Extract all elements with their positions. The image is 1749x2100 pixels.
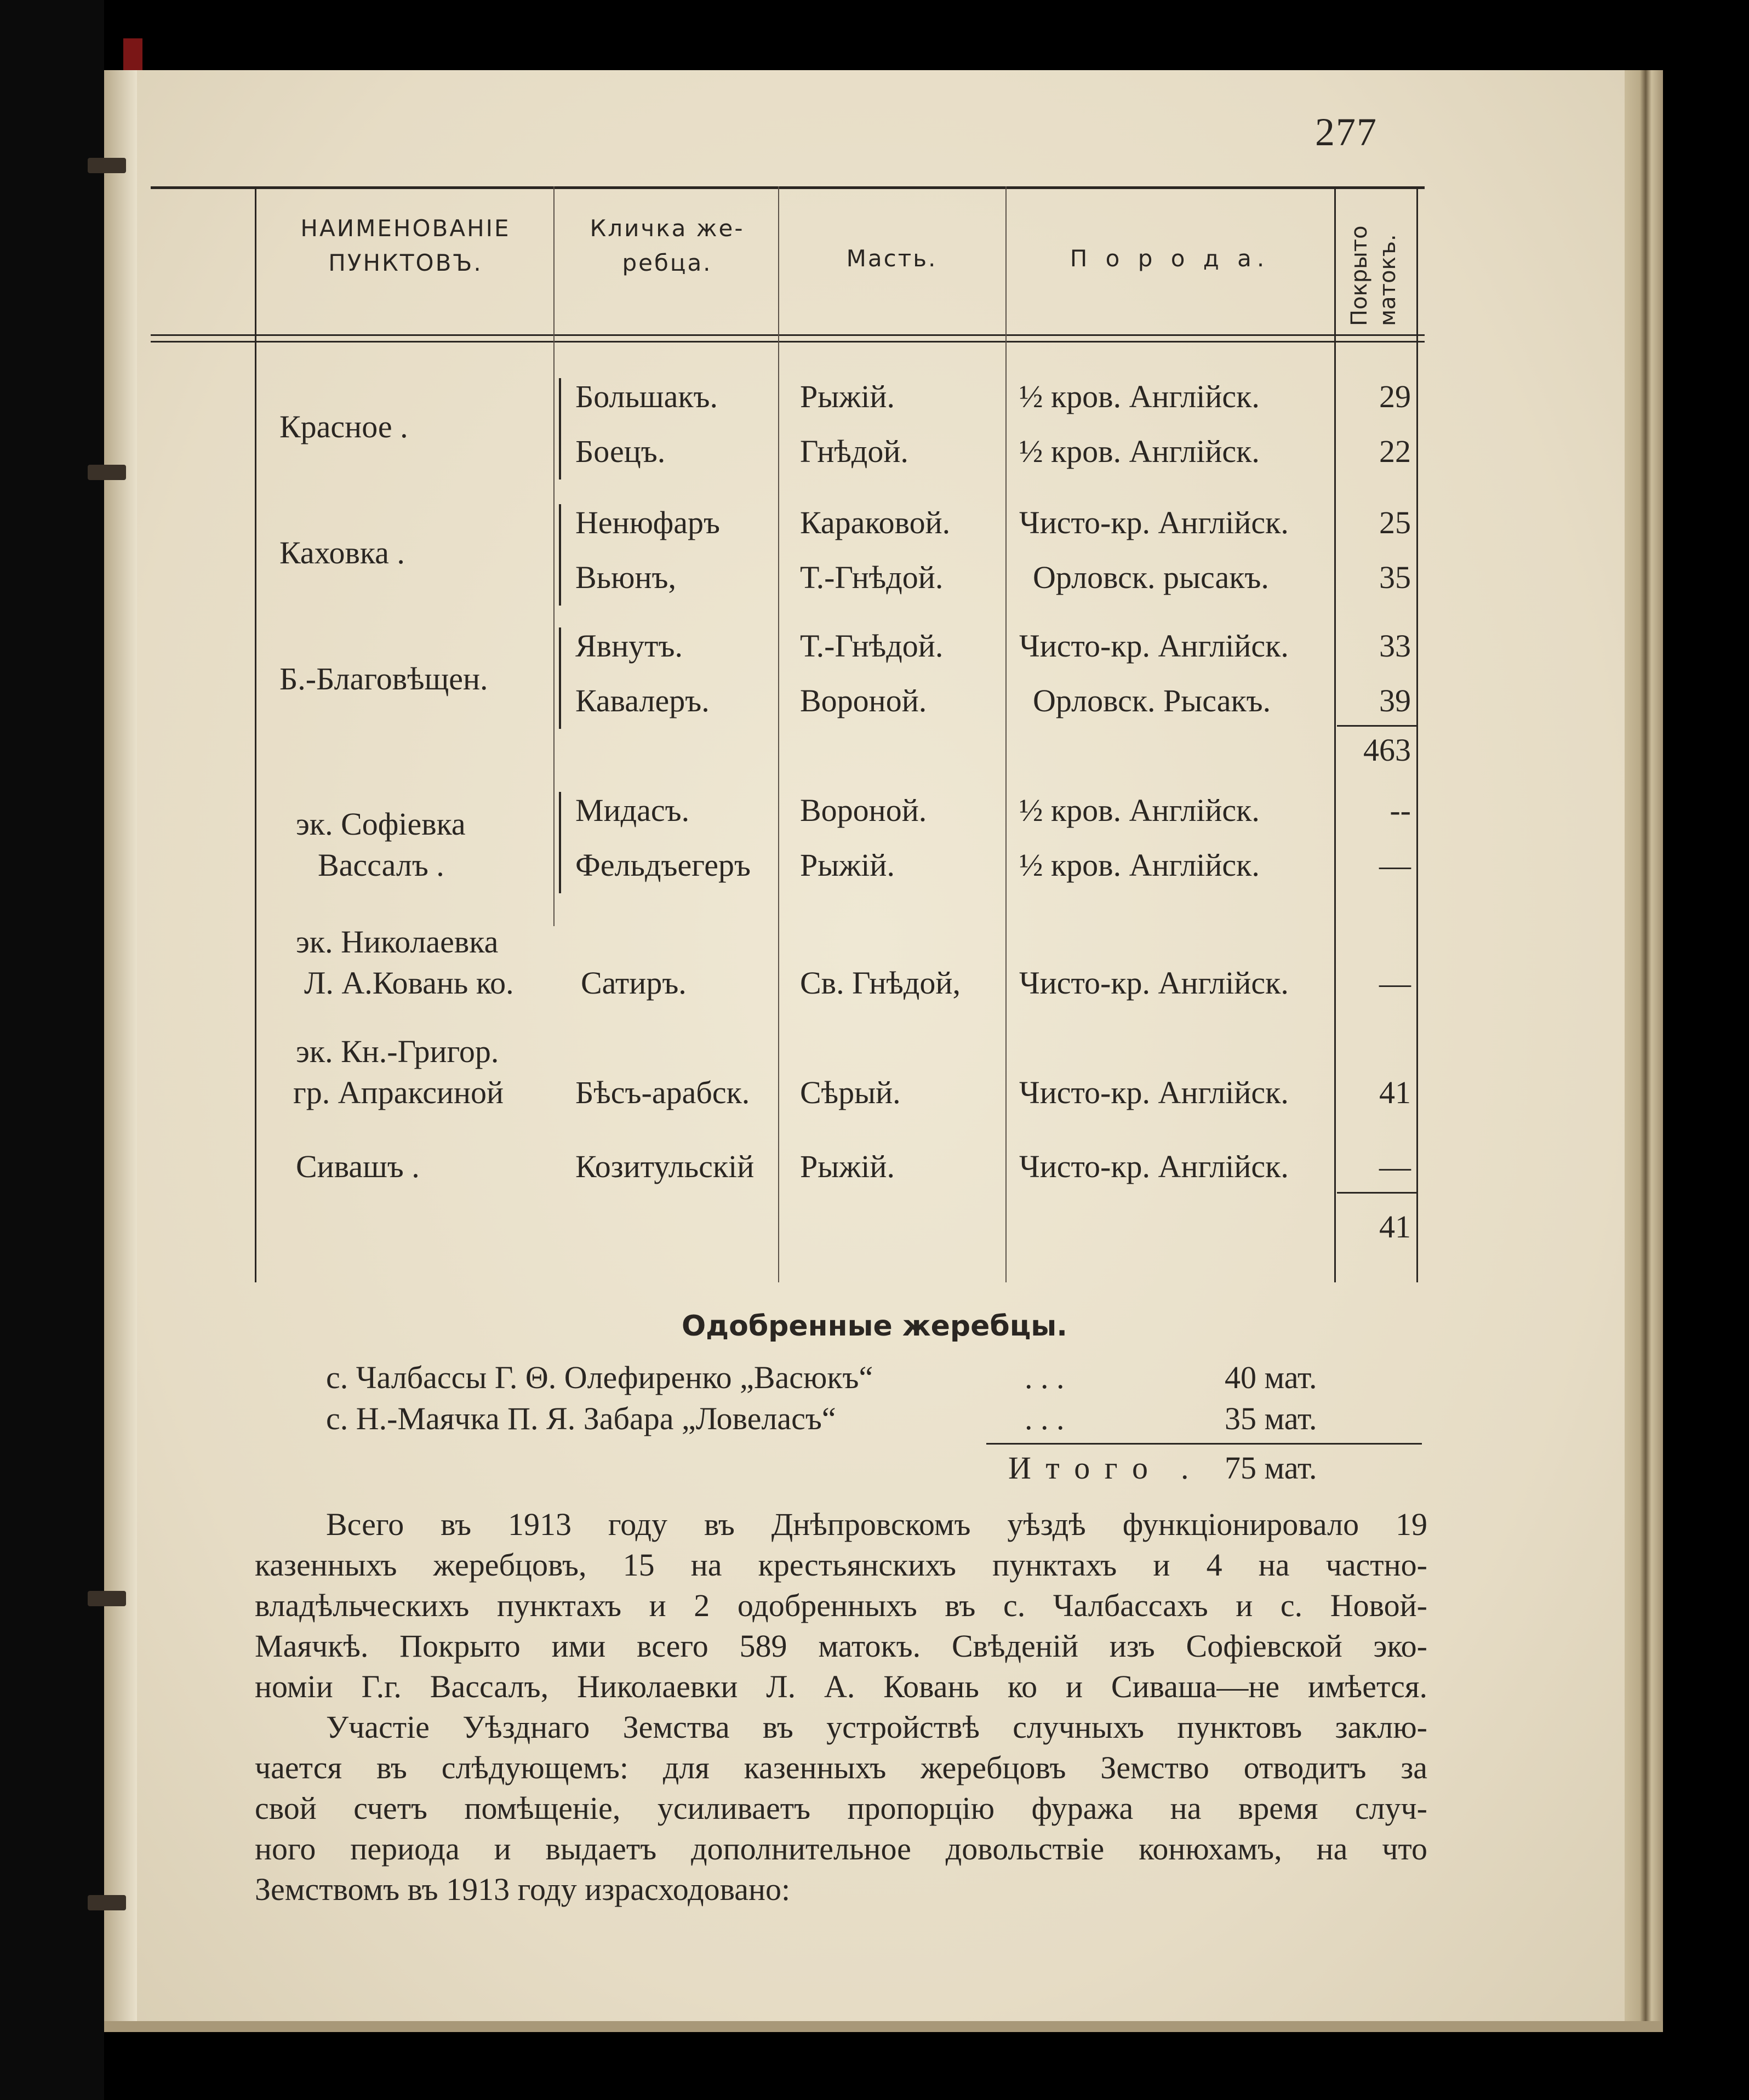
page-stack-edge bbox=[1625, 70, 1663, 2021]
approved-line-text: с. Чалбассы Г. Θ. Олефиренко „Васюкъ“ bbox=[326, 1360, 873, 1395]
column-rule bbox=[1334, 186, 1336, 1282]
binding-clip bbox=[88, 1591, 126, 1606]
header-rule bbox=[151, 341, 1425, 343]
stallion-name: Козитульскiй bbox=[575, 1149, 755, 1184]
stallion-name: Бѣсъ-арабск. bbox=[575, 1075, 750, 1110]
header-name bbox=[559, 211, 775, 280]
stallion-color: Св. Гнѣдой, bbox=[800, 965, 961, 1001]
paragraph-line: казенныхъ жеребцовъ, 15 на крестьянскихъ пунктахъ и 4 на частно- bbox=[255, 1547, 1427, 1583]
stallion-breed: ½ кров. Англiйск. bbox=[1019, 379, 1260, 414]
stallion-color: Т.-Гнѣдой. bbox=[800, 560, 944, 595]
place-name: эк. Софiевка bbox=[296, 806, 466, 842]
place-name: Л. А.Ковань ко. bbox=[304, 965, 514, 1001]
header-points-line: ПУНКТОВЪ. bbox=[328, 249, 483, 276]
paragraph-line: Маячкѣ. Покрыто ими всего 589 матокъ. Свѣденiй изъ Софiевской эко- bbox=[255, 1628, 1427, 1664]
binding-clip bbox=[88, 1895, 126, 1910]
total-rule bbox=[986, 1443, 1422, 1445]
subtotal-rule bbox=[1337, 1192, 1416, 1194]
header-name-line: Кличка же- bbox=[590, 215, 745, 242]
page-stack-bottom bbox=[104, 2021, 1663, 2032]
stallion-breed: Чисто-кр. Англiйск. bbox=[1019, 628, 1289, 664]
column-rule bbox=[1005, 186, 1007, 1282]
covered-count: — bbox=[1379, 847, 1411, 883]
covered-count: -- bbox=[1390, 792, 1411, 828]
stallion-breed: Чисто-кр. Англiйск. bbox=[1019, 505, 1289, 540]
stallion-color: Рыжiй. bbox=[800, 1149, 895, 1184]
paragraph-line: Земствомъ въ 1913 году израсходовано: bbox=[255, 1871, 791, 1907]
paragraph-2 bbox=[255, 1707, 1427, 1910]
place-name: Б.-Благовѣщен. bbox=[279, 661, 488, 697]
table-top-rule bbox=[151, 186, 1425, 189]
stallion-breed: ½ кров. Англiйск. bbox=[1019, 433, 1260, 469]
place-name: эк. Кн.-Григор. bbox=[296, 1034, 499, 1069]
place-name: Сивашъ . bbox=[296, 1149, 420, 1184]
header-points-line: НАИМЕНОВАНIЕ bbox=[300, 215, 511, 242]
page-number: 277 bbox=[1315, 110, 1378, 154]
group-bracket bbox=[559, 504, 561, 606]
covered-count: 35 bbox=[1379, 560, 1411, 595]
header-covered bbox=[1345, 226, 1402, 326]
gutter-shadow bbox=[104, 70, 137, 2021]
covered-count: 39 bbox=[1379, 683, 1411, 718]
covered-count: — bbox=[1379, 1149, 1411, 1184]
stallion-breed: Чисто-кр. Англiйск. bbox=[1019, 965, 1289, 1001]
stallion-color: Вороной. bbox=[800, 792, 927, 828]
stallion-table bbox=[151, 118, 1425, 1280]
subtotal-rule bbox=[1337, 725, 1416, 727]
stallion-breed: Орловск. Рысакъ. bbox=[1033, 683, 1271, 718]
covered-count: 22 bbox=[1379, 433, 1411, 469]
paragraph-line: ного периода и выдаетъ дополнительное довольствiе конюхамъ, на что bbox=[255, 1831, 1427, 1867]
stallion-name: Сатиръ. bbox=[581, 965, 687, 1001]
subtotal-value: 463 bbox=[1363, 732, 1411, 768]
approved-line-value: 35 мат. bbox=[1225, 1401, 1317, 1436]
place-name: Каховка . bbox=[279, 535, 405, 570]
header-breed: П о р о д а. bbox=[1070, 245, 1270, 272]
approved-line-dots: . . . bbox=[1025, 1360, 1065, 1395]
covered-count: 25 bbox=[1379, 505, 1411, 540]
header-rule bbox=[151, 334, 1425, 336]
stallion-color: Рыжiй. bbox=[800, 379, 895, 414]
stallion-color: Караковой. bbox=[800, 505, 951, 540]
paragraph-line: номiи Г.г. Вассалъ, Николаевки Л. А. Ковань ко и Сиваша—не имѣется. bbox=[255, 1669, 1427, 1704]
stallion-breed: Чисто-кр. Англiйск. bbox=[1019, 1075, 1289, 1110]
column-rule bbox=[1416, 186, 1418, 1282]
paragraph-line: свой счетъ помѣщенiе, усиливаетъ пропорцiю фуража на время случ- bbox=[255, 1790, 1427, 1826]
covered-count: 29 bbox=[1379, 379, 1411, 414]
binding-clip bbox=[88, 465, 126, 480]
stallion-breed: ½ кров. Англiйск. bbox=[1019, 847, 1260, 883]
stallion-color: Т.-Гнѣдой. bbox=[800, 628, 944, 664]
binding-clip bbox=[88, 158, 126, 173]
column-rule bbox=[553, 186, 555, 926]
place-name: эк. Николаевка bbox=[296, 924, 499, 960]
stallion-breed: Орловск. рысакъ. bbox=[1033, 560, 1269, 595]
group-bracket bbox=[559, 378, 561, 480]
stallion-name: Фельдъегеръ bbox=[575, 847, 751, 883]
paragraph-line: Участiе Уѣзднаго Земства въ устройствѣ случныхъ пунктовъ заклю- bbox=[326, 1709, 1427, 1745]
group-bracket bbox=[559, 627, 561, 729]
total-label: И т о г о bbox=[1008, 1450, 1152, 1486]
stallion-name: Кавалеръ. bbox=[575, 683, 710, 718]
total-value: 75 мат. bbox=[1225, 1450, 1317, 1486]
approved-line-text: с. Н.-Маячка П. Я. Забара „Ловеласъ“ bbox=[326, 1401, 836, 1436]
paragraph-line: Всего въ 1913 году въ Днѣпровскомъ уѣздѣ функцiонировало 19 bbox=[326, 1506, 1427, 1542]
covered-count: — bbox=[1379, 965, 1411, 1001]
stallion-color: Вороной. bbox=[800, 683, 927, 718]
covered-count: 33 bbox=[1379, 628, 1411, 664]
header-points bbox=[260, 211, 551, 280]
stallion-color: Гнѣдой. bbox=[800, 433, 908, 469]
place-name: Вассалъ . bbox=[318, 847, 444, 883]
stallion-breed: ½ кров. Англiйск. bbox=[1019, 792, 1260, 828]
paragraph-line: чается въ слѣдующемъ: для казенныхъ жеребцовъ Земство отводитъ за bbox=[255, 1750, 1427, 1785]
stallion-name: Ненюфаръ bbox=[575, 505, 720, 540]
book-binding bbox=[0, 0, 104, 2100]
stallion-color: Рыжiй. bbox=[800, 847, 895, 883]
subtotal-value: 41 bbox=[1379, 1209, 1411, 1245]
stallion-name: Боецъ. bbox=[575, 433, 666, 469]
header-color: Масть. bbox=[846, 245, 938, 272]
header-covered-line: Покрыто bbox=[1347, 225, 1372, 326]
group-bracket bbox=[559, 792, 561, 893]
approved-line-value: 40 мат. bbox=[1225, 1360, 1317, 1395]
covered-count: 41 bbox=[1379, 1075, 1411, 1110]
header-covered-line: матокъ. bbox=[1375, 234, 1401, 326]
stallion-breed: Чисто-кр. Англiйск. bbox=[1019, 1149, 1289, 1184]
stallion-name: Явнутъ. bbox=[575, 628, 683, 664]
column-rule bbox=[778, 186, 779, 1282]
place-name: Красное . bbox=[279, 409, 408, 444]
approved-line-dots: . . . bbox=[1025, 1401, 1065, 1436]
column-rule bbox=[255, 186, 256, 1282]
header-name-line: ребца. bbox=[622, 249, 712, 276]
place-name: гр. Апраксиной bbox=[293, 1075, 504, 1110]
total-dot: . bbox=[1181, 1450, 1189, 1486]
stallion-color: Сѣрый. bbox=[800, 1075, 901, 1110]
stallion-name: Большакъ. bbox=[575, 379, 718, 414]
paragraph-line: владѣльческихъ пунктахъ и 2 одобренныхъ въ с. Чалбассахъ и с. Новой- bbox=[255, 1588, 1427, 1623]
section-title: Одобренные жеребцы. bbox=[681, 1310, 1068, 1343]
paragraph-1 bbox=[255, 1504, 1427, 1707]
stallion-name: Вьюнъ, bbox=[575, 560, 676, 595]
stallion-name: Мидасъ. bbox=[575, 792, 690, 828]
